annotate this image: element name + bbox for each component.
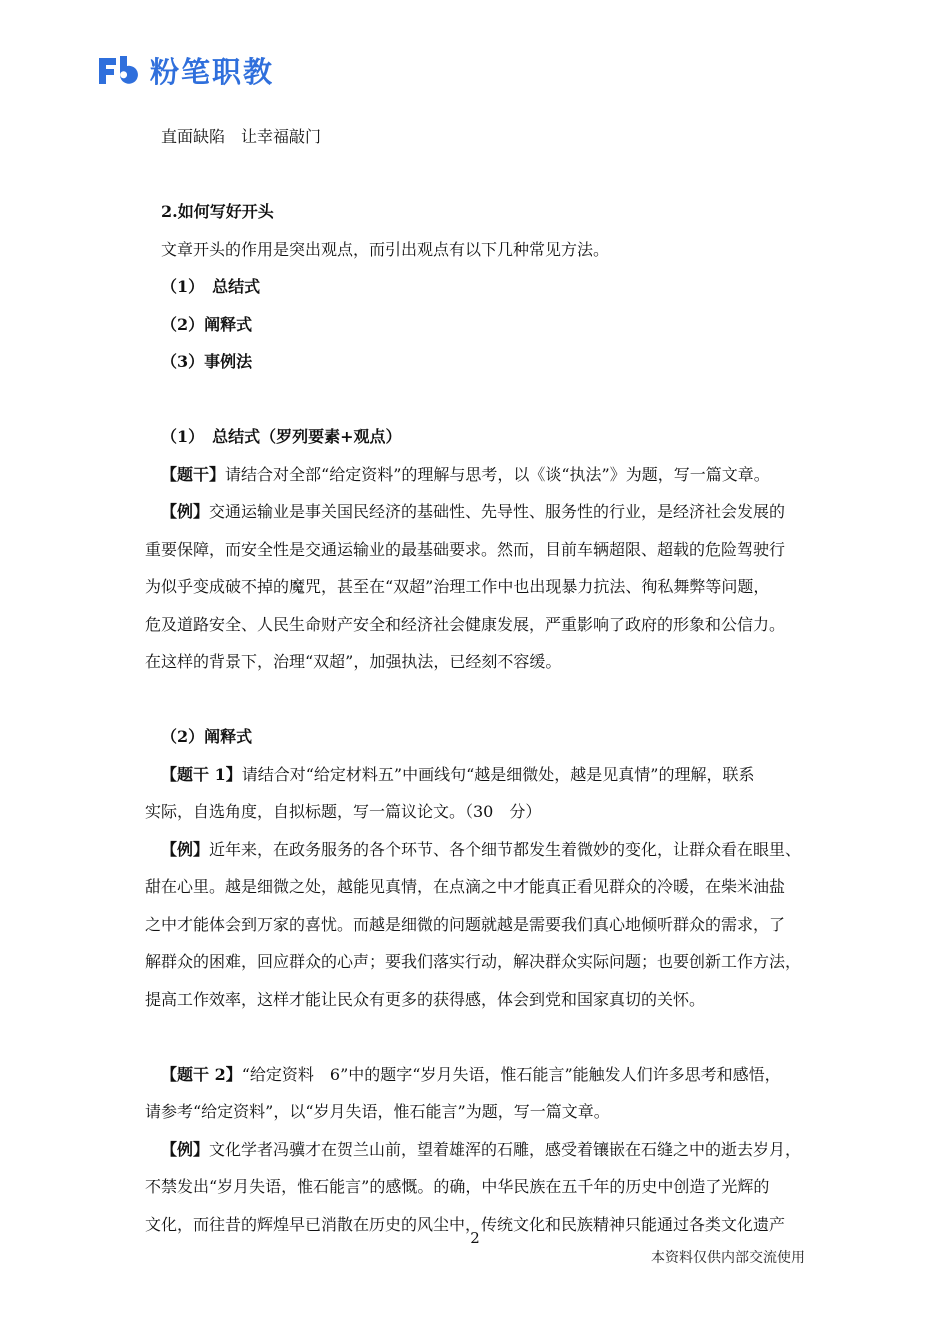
example-line xyxy=(145,493,807,531)
question-line: 请参考“给定资料”，以“岁月失语，惟石能言”为题，写一篇文章。 xyxy=(145,1102,610,1121)
question-line: 实际，自选角度，自拟标题，写一篇议论文。（30 分） xyxy=(145,802,542,821)
example-label: 【例】 xyxy=(161,1139,210,1159)
fenbi-logo-icon xyxy=(96,50,144,90)
example-label: 【例】 xyxy=(161,839,210,859)
section-heading: 2.如何写好开头 xyxy=(161,202,274,221)
example-text: 近年来，在政务服务的各个环节、各个细节都发生着微妙的变化，让群众看在眼里、 xyxy=(209,839,802,859)
brand-logo xyxy=(96,50,274,90)
section-intro: 文章开头的作用是突出观点，而引出观点有以下几种常见方法。 xyxy=(161,239,610,259)
method-item: （3）事例法 xyxy=(161,352,253,371)
question-line xyxy=(145,1056,807,1094)
question-label: 【题干 1】 xyxy=(161,764,242,784)
example-line xyxy=(145,1131,807,1169)
question-text: 请结合对“给定材料五”中画线句“越是细微处，越是见真情”的理解，联系 xyxy=(241,764,755,784)
essay-title-line: 直面缺陷 让幸福敲门 xyxy=(161,127,322,146)
spacer xyxy=(145,381,807,419)
question-label: 【题干 2】 xyxy=(161,1064,242,1084)
spacer xyxy=(145,681,807,719)
question-text: “给定资料 6”中的题字“岁月失语，惟石能言”能触发人们许多思考和感悟， xyxy=(241,1064,781,1084)
example-line: 之中才能体会到万家的喜忧。而越是细微的问题就越是需要我们真心地倾听群众的需求，了 xyxy=(145,914,786,934)
example-line: 重要保障，而安全性是交通运输业的最基础要求。然而，目前车辆超限、超载的危险驾驶行 xyxy=(145,539,786,559)
example-line: 危及道路安全、人民生命财产安全和经济社会健康发展，严重影响了政府的形象和公信力。 xyxy=(145,614,786,634)
example-line: 甜在心里。越是细微之处，越能见真情，在点滴之中才能真正看见群众的冷暖，在柴米油盐 xyxy=(145,877,786,896)
example-line: 在这样的背景下，治理“双超”，加强执法，已经刻不容缓。 xyxy=(145,652,562,671)
spacer xyxy=(145,156,807,194)
example-line: 为似乎变成破不掉的魔咒，甚至在“双超”治理工作中也出现暴力抗法、徇私舞弊等问题， xyxy=(145,577,770,596)
question-label: 【题干】 xyxy=(161,464,226,484)
footer-note: 本资料仅供内部交流使用 xyxy=(651,1250,805,1266)
question-line xyxy=(145,756,807,794)
subsection-heading: （1） 总结式（罗列要素+观点） xyxy=(161,427,402,446)
example-line: 解群众的困难，回应群众的心声；要我们落实行动，解决群众实际问题；也要创新工作方法， xyxy=(145,952,802,971)
example-label: 【例】 xyxy=(161,502,210,521)
example-line: 不禁发出“岁月失语，惟石能言”的感慨。的确，中华民族在五千年的历史中创造了光辉的 xyxy=(145,1177,770,1196)
example-line xyxy=(145,831,807,869)
question-text: 请结合对全部“给定资料”的理解与思考，以《谈“执法”》为题，写一篇文章。 xyxy=(225,464,770,484)
method-item: （2）阐释式 xyxy=(161,314,253,334)
page-number: 2 xyxy=(470,1229,480,1247)
question-paragraph xyxy=(145,456,807,494)
example-text: 交通运输业是事关国民经济的基础性、先导性、服务性的行业，是经济社会发展的 xyxy=(209,502,786,521)
brand-name: 粉笔职教 xyxy=(150,54,275,89)
example-line: 提高工作效率，这样才能让民众有更多的获得感，体会到党和国家真切的关怀。 xyxy=(145,989,706,1009)
example-line: 文化，而往昔的辉煌早已消散在历史的风尘中，传统文化和民族精神只能通过各类文化遗产 xyxy=(145,1214,786,1234)
document-body xyxy=(145,118,807,1243)
example-text: 文化学者冯骥才在贺兰山前，望着雄浑的石雕，感受着镶嵌在石缝之中的逝去岁月， xyxy=(209,1139,802,1159)
spacer xyxy=(145,1018,807,1056)
subsection-heading: （2）阐释式 xyxy=(161,727,253,746)
method-item: （1） 总结式 xyxy=(161,277,261,296)
